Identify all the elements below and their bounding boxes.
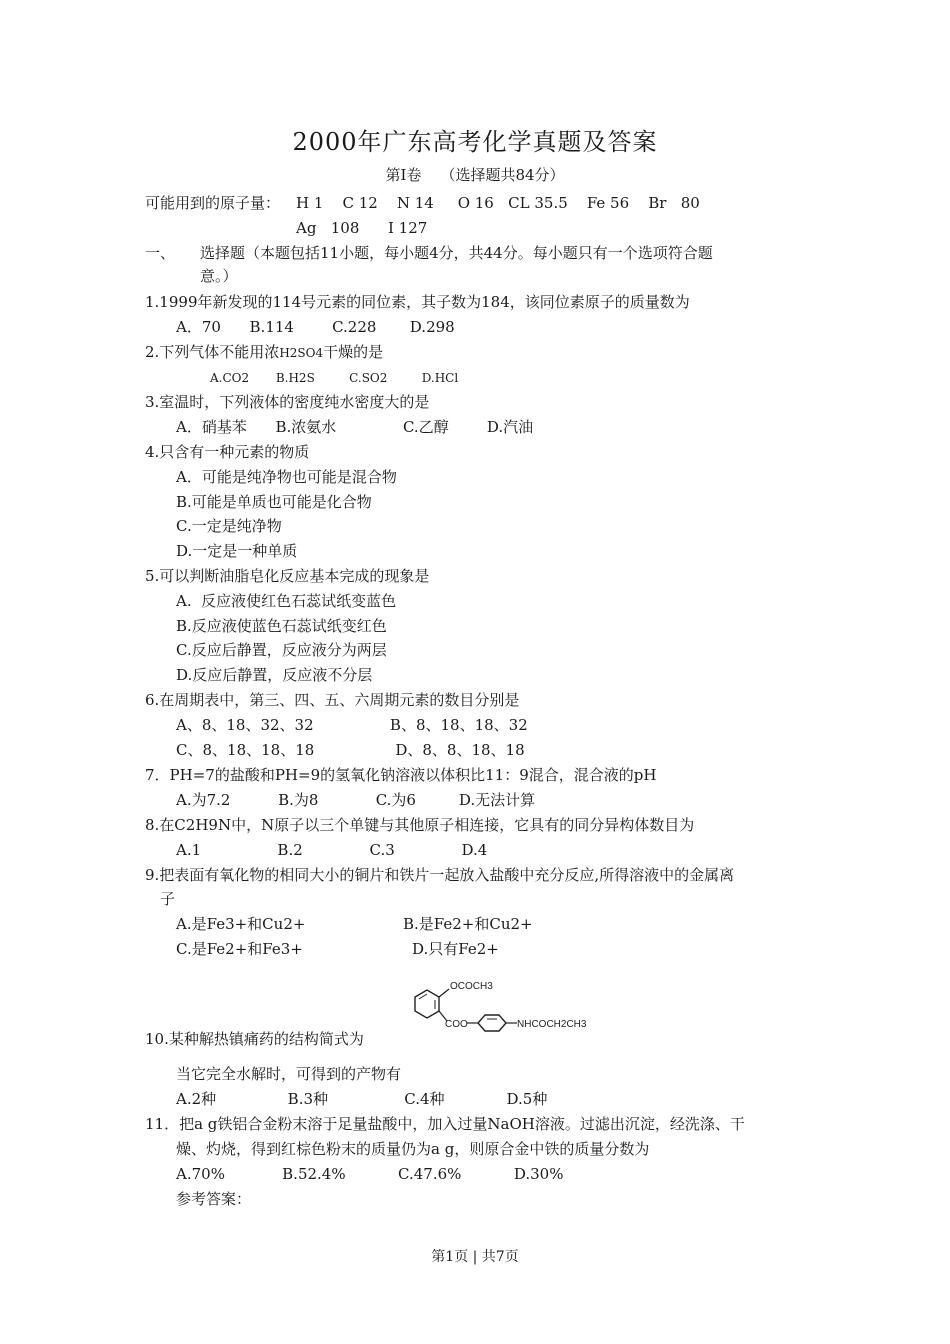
part1-instructions-cont: 意。）: [200, 267, 238, 285]
question-9-cont: 子: [160, 890, 176, 908]
question-7: 7．PH=7的盐酸和PH=9的氢氧化钠溶液以体积比11：9混合，混合液的pH: [145, 766, 657, 784]
label-coo: COO: [445, 1019, 468, 1030]
question-5-option-b: B.反应液使蓝色石蕊试纸变红色: [176, 617, 387, 635]
question-1-options: A．70 B.114 C.228 D.298: [176, 318, 455, 336]
question-11: 11．把a g铁铝合金粉末溶于足量盐酸中，加入过量NaOH溶液。过滤出沉淀，经洗涤、干: [145, 1115, 745, 1133]
benzene-ring-2: [478, 1015, 506, 1031]
label-amide: NHCOCH2CH3: [517, 1019, 587, 1030]
question-6: 6.在周期表中，第三、四、五、六周期元素的数目分别是: [145, 691, 520, 709]
atomic-mass-label: 可能用到的原子量：: [145, 194, 281, 212]
question-9-option-b: B.是Fe2+和Cu2+: [403, 915, 533, 933]
question-9: 9.把表面有氧化物的相同大小的铜片和铁片一起放入盐酸中充分反应,所得溶液中的金属离: [145, 866, 735, 884]
question-8: 8.在C2H9N中，N原子以三个单键与其他原子相连接，它具有的同分异构体数目为: [145, 816, 695, 834]
question-3-options: A．硝基苯 B.浓氨水 C.乙醇 D.汽油: [176, 418, 534, 436]
question-4-option-b: B.可能是单质也可能是化合物: [176, 493, 372, 511]
page-footer: 第1页 | 共7页: [431, 1249, 519, 1265]
question-10: 10.某种解热镇痛药的结构简式为: [145, 1030, 364, 1048]
question-4-option-d: D.一定是一种单质: [176, 542, 298, 560]
question-10-cont: 当它完全水解时，可得到的产物有: [176, 1065, 402, 1083]
question-11-cont: 燥、灼烧，得到红棕色粉末的质量仍为a g，则原合金中铁的质量分数为: [176, 1140, 650, 1158]
question-4: 4.只含有一种元素的物质: [145, 443, 310, 461]
bond-to-ococh3: [439, 989, 449, 997]
question-5-option-c: C.反应后静置，反应液分为两层: [176, 641, 387, 659]
question-2: 2.下列气体不能用浓H2SO4干燥的是: [145, 343, 384, 361]
question-11-options: A.70% B.52.4% C.47.6% D.30%: [176, 1165, 564, 1183]
part1-instructions: 选择题（本题包括11小题，每小题4分，共44分。每小题只有一个选项符合题: [200, 244, 713, 262]
answer-label: 参考答案：: [176, 1190, 252, 1208]
label-ococh3: OCOCH3: [450, 981, 493, 992]
question-8-options: A.1 B.2 C.3 D.4: [176, 841, 488, 859]
question-10-options: A.2种 B.3种 C.4种 D.5种: [176, 1090, 548, 1108]
question-5: 5.可以判断油脂皂化反应基本完成的现象是: [145, 567, 430, 585]
question-5-option-d: D.反应后静置，反应液不分层: [176, 666, 373, 684]
question-6-options-ab: A、8、18、32、32 B、8、18、18、32: [176, 716, 528, 734]
atomic-masses-line2: Ag 108 I 127: [296, 219, 428, 237]
part1-number: 一、: [145, 244, 176, 262]
question-7-options: A.为7.2 B.为8 C.为6 D.无法计算: [176, 791, 536, 809]
question-9-option-a: A.是Fe3+和Cu2+: [176, 915, 306, 933]
question-6-options-cd: C、8、18、18、18 D、8、8、18、18: [176, 741, 525, 759]
section-header: 第Ⅰ卷 （选择题共84分）: [385, 166, 565, 184]
question-5-option-a: A. 反应液使红色石蕊试纸变蓝色: [176, 592, 397, 610]
question-1: 1.1999年新发现的114号元素的同位素，其子数为184，该同位素原子的质量数为: [145, 293, 690, 311]
atomic-masses-line1: H 1 C 12 N 14 O 16 CL 35.5 Fe 56 Br 80: [296, 194, 700, 212]
question-2-options: A.CO2 B.H2S C.SO2 D.HCl: [210, 371, 459, 385]
question-3: 3.室温时，下列液体的密度纯水密度大的是: [145, 393, 430, 411]
question-9-option-c: C.是Fe2+和Fe3+: [176, 940, 303, 958]
question-4-option-c: C.一定是纯净物: [176, 517, 282, 535]
structural-formula: [405, 975, 605, 1045]
page-title: 2000年广东高考化学真题及答案: [292, 128, 658, 156]
question-9-option-d: D.只有Fe2+: [412, 940, 499, 958]
question-4-option-a: A．可能是纯净物也可能是混合物: [176, 468, 397, 486]
